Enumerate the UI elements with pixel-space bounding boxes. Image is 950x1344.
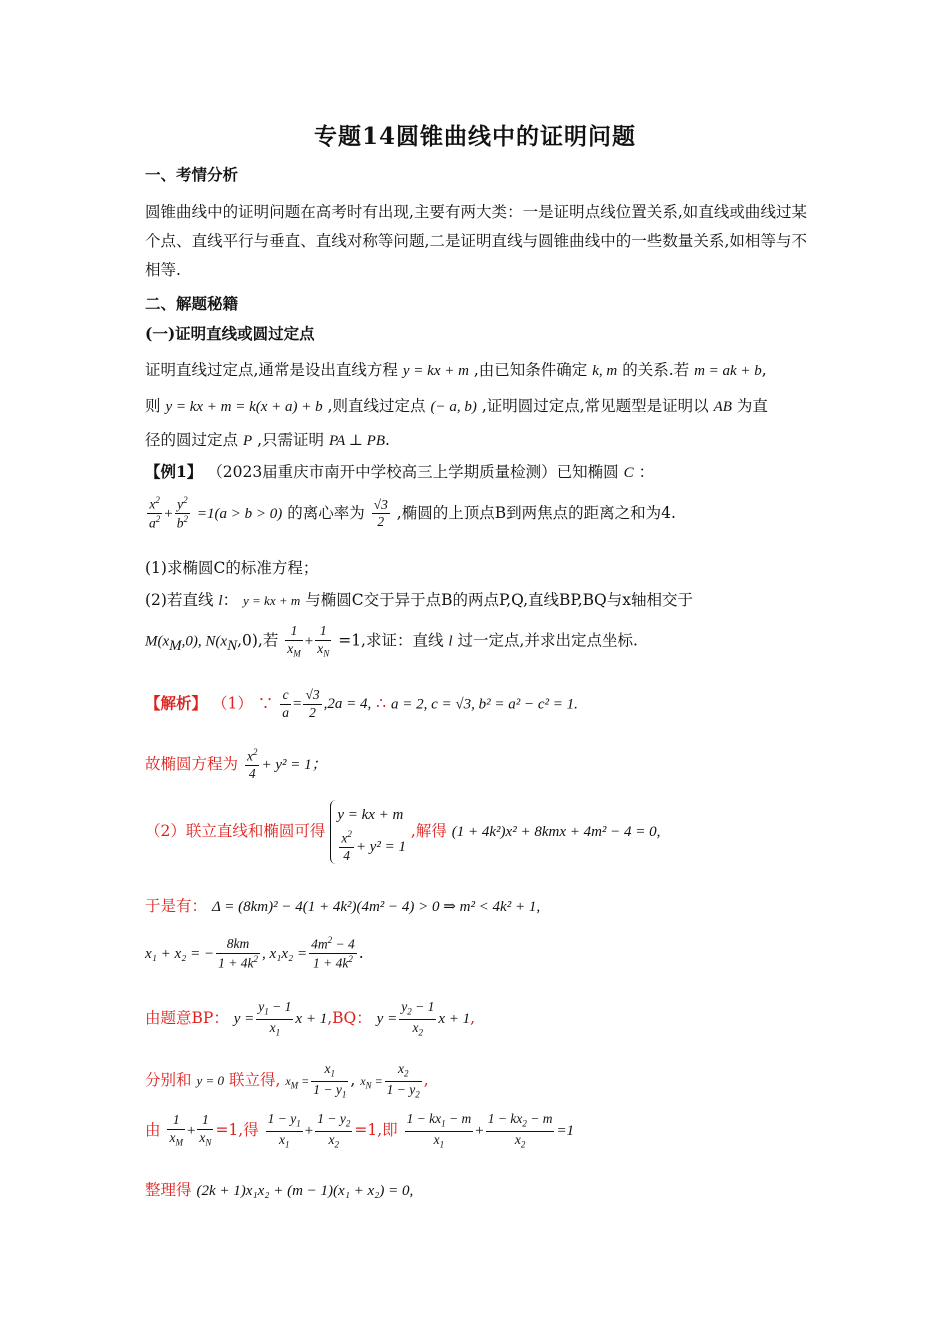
question-1: (1)求椭圆C的标准方程； xyxy=(145,559,319,577)
equation: + y² = 1； xyxy=(261,757,327,774)
fraction-sqrt3-2: $\frac{√3}{2}$ xyxy=(373,496,388,530)
question-2-line-1: (2)若直线 l： y = kx + m 与椭圆C交于异于点B的两点P,Q,直线BP,BQ与x轴相交于 xyxy=(145,591,693,609)
text: （2）联立直线和椭圆可得 xyxy=(145,822,326,841)
fraction-xN: $\frac{x_2}{1 - y_2}$ xyxy=(386,1061,420,1100)
question-2-line-2: $M(x_M,0)$, $N(x_N,0)$,若 $\frac{1}{x_M}$ + $\frac{1}{x_N}$ =1,求证：直线 l 过一定点,并求出定点坐标. xyxy=(145,623,638,659)
page-title: 专题14圆锥曲线中的证明问题 xyxy=(313,123,636,150)
text: （1） xyxy=(211,694,253,713)
fraction-1-y2-x2: $\frac{1 - y_2}{x_2}$ xyxy=(317,1111,351,1150)
equation: ,0), N(x xyxy=(181,633,228,650)
example-header xyxy=(145,460,654,482)
solution-step-2 xyxy=(145,748,327,782)
equation: =1 xyxy=(556,1123,575,1140)
example-ellipse-line: $\frac{x^2}{a^2}$ + $\frac{y^2}{b^2}$ =1(a > b > 0) 的离心率为 $\frac{√3}{2}$ ,椭圆的上顶点B到两焦点的距离之和为4. xyxy=(149,495,676,531)
text: ,证明圆过定点,常见题型是证明以 xyxy=(481,397,709,415)
text: 过一定点,并求出定点坐标. xyxy=(457,631,638,650)
text: 于是有： xyxy=(145,897,208,915)
equation: x₁ + x₂ = − xyxy=(145,945,215,962)
method-line-2 xyxy=(145,394,768,416)
text: 则 xyxy=(145,397,161,415)
text: (2)若直线 xyxy=(145,591,214,609)
text: 的离心率为 xyxy=(287,503,365,522)
fraction-c-a: $\frac{c}{a}$ xyxy=(282,687,289,720)
text: ,解得 xyxy=(410,822,447,841)
solution-step-5: x₁ + x₂ = − $\frac{8km}{1 + 4k^2}$ , x₁x₂ = $\frac{4m^2 - 4}{1 + 4k^2}$ . xyxy=(145,935,364,971)
solution-step-9 xyxy=(145,1178,413,1200)
text: 分别和 xyxy=(145,1071,192,1090)
fraction-kx1: $\frac{1 - kx_1 - m}{x_1}$ xyxy=(406,1111,472,1150)
equation: =1(a > b > 0) xyxy=(196,505,283,522)
text: 由题意BP： xyxy=(145,1009,229,1028)
because-symbol: ∵ xyxy=(257,694,274,713)
method-line-3: 径的圆过定点 P ,只需证明 PA ⊥ PB. xyxy=(145,431,390,449)
equation: AB xyxy=(713,399,732,415)
equation: , x₁x₂ = xyxy=(261,945,308,962)
fraction-x2-a2: $\frac{x^2}{a^2}$ xyxy=(149,495,161,531)
fraction-1-xM: $\frac{1}{x_M}$ xyxy=(287,623,301,659)
equation: a = 2, c = √3, b² = a² − c² = 1. xyxy=(390,696,578,713)
therefore-symbol: ∴ xyxy=(376,694,387,713)
subsection-heading: (一)证明直线或圆过定点 xyxy=(145,324,315,343)
text: 由 xyxy=(145,1121,161,1140)
fraction-1-xN: $\frac{1}{x_N}$ xyxy=(199,1112,212,1148)
fraction-8km: $\frac{8km}{1 + 4k^2}$ xyxy=(218,935,258,971)
equation: y = kx + m = k(x + a) + b xyxy=(165,399,323,415)
fraction-1-xM: $\frac{1}{x_M}$ xyxy=(169,1112,183,1148)
solution-step-3 xyxy=(145,800,660,864)
fraction-sqrt3-2: $\frac{√3}{2}$ xyxy=(305,687,320,720)
fraction-1-xN: $\frac{1}{x_N}$ xyxy=(317,623,330,659)
equation: m = ak + b xyxy=(694,363,762,379)
equation: (− a, b) xyxy=(430,399,477,415)
text: ,则直线过定点 xyxy=(327,397,426,415)
equation: M(x xyxy=(145,633,170,650)
text: =1,即 xyxy=(354,1121,398,1140)
text: 整理得 xyxy=(145,1181,192,1199)
solution-step-1: 【解析】 （1） ∵ $\frac{c}{a}$ = $\frac{√3}{2}$ ,2a = 4, ∴ a = 2, c = √3, b² = a² − c² = 1. xyxy=(145,687,578,720)
text: ,由已知条件确定 xyxy=(473,361,588,379)
solution-label: 【解析】 xyxy=(145,693,208,713)
example-label: 【例1】 xyxy=(145,462,203,481)
text: 联立得, xyxy=(228,1071,281,1090)
equation: (1 + 4k²)x² + 8kmx + 4m² − 4 = 0, xyxy=(451,824,661,841)
text: ,椭圆的上顶点B到两焦点的距离之和为4. xyxy=(396,503,676,522)
equation: P xyxy=(242,433,253,449)
text: 证明直线过定点,通常是设出直线方程 xyxy=(145,361,398,379)
method-line-1: 证明直线过定点,通常是设出直线方程 y = kx + m ,由已知条件确定 k, m 的关系.若 m = ak + b, xyxy=(145,361,767,379)
example-source: （2023届重庆市南开中学校高三上学期质量检测）已知椭圆 xyxy=(207,463,619,481)
equation: y = 0 xyxy=(196,1073,224,1089)
equation: l xyxy=(448,633,453,650)
text: =1,求证：直线 xyxy=(338,631,444,650)
text: 故椭圆方程为 xyxy=(145,755,239,774)
equation: (2k + 1)x₁x₂ + (m − 1)(x₁ + x₂) = 0, xyxy=(196,1183,414,1199)
fraction-4m2-4: $\frac{4m^2 - 4}{1 + 4k^2}$ xyxy=(311,935,355,971)
analysis-paragraph: 圆锥曲线中的证明问题在高考时有出现,主要有两大类：一是证明点线位置关系,如直线或曲线过某个点、直线平行与垂直、直线对称等问题,二是证明直线与圆锥曲线中的一些数量关系,如相等与不相等. xyxy=(145,203,807,279)
solution-step-4 xyxy=(145,894,540,916)
fraction-y1-1-x1: $\frac{y_1 - 1}{x_1}$ xyxy=(258,999,292,1038)
text: ,0),若 xyxy=(237,631,279,650)
solution-step-6: 由题意BP： y = $\frac{y_1 - 1}{x_1}$ x + 1,BQ： y = $\frac{y_2 - 1}{x_2}$ x + 1, xyxy=(145,999,476,1038)
equation: y = kx + m xyxy=(243,593,301,608)
equation: y = kx + m xyxy=(337,807,404,823)
text: 为直 xyxy=(736,397,768,415)
text: 的关系.若 xyxy=(622,361,690,379)
fraction-x2-4: $\frac{x^2}{4}$ xyxy=(246,747,258,782)
text: ,只需证明 xyxy=(257,431,324,449)
section-heading-methods: 二、解题秘籍 xyxy=(145,294,239,313)
text: ： xyxy=(638,463,655,481)
fraction-y2-b2: $\frac{y^2}{b^2}$ xyxy=(176,495,188,531)
text: 径的圆过定点 xyxy=(145,431,239,449)
equation: C xyxy=(623,465,634,481)
fraction-xM: $\frac{x_1}{1 - y_1}$ xyxy=(313,1061,347,1100)
text: ,BQ： xyxy=(327,1009,372,1028)
solution-step-8: 由 $\frac{1}{x_M}$ + $\frac{1}{x_N}$ =1,得 $\frac{1 - y_1}{x_1}$ + $\frac{1 - y_2}{x_2}$ =1,即 $\frac{1 - kx_1 - m}{x_1}$ + $\frac{1 - kx_2 - m}{x_2}$ =1 xyxy=(145,1111,575,1150)
equation: + y² = 1 xyxy=(355,839,406,856)
fraction-1-y1-x1: $\frac{1 - y_1}{x_1}$ xyxy=(267,1111,301,1150)
section-heading-analysis: 一、考情分析 xyxy=(145,165,239,184)
equation: Δ = (8km)² − 4(1 + 4k²)(4m² − 4) > 0 ⇒ m² < 4k² + 1, xyxy=(211,899,541,915)
text: 与椭圆C交于异于点B的两点P,Q,直线BP,BQ与x轴相交于 xyxy=(305,591,693,609)
fraction-kx2: $\frac{1 - kx_2 - m}{x_2}$ xyxy=(487,1111,553,1150)
text: =1,得 xyxy=(215,1121,259,1140)
fraction-y2-1-x2: $\frac{y_2 - 1}{x_2}$ xyxy=(401,999,435,1038)
equation: k, m xyxy=(592,363,618,379)
equation: l xyxy=(218,593,223,609)
solution-step-7: 分别和 y = 0 联立得, $x_M$ = $\frac{x_1}{1 - y_1}$ , $x_N$ = $\frac{x_2}{1 - y_2}$ , xyxy=(145,1061,429,1100)
fraction-x2-4: $\frac{x^2}{4}$ xyxy=(341,829,352,864)
equation: ,2a = 4, xyxy=(323,696,372,713)
equation-system xyxy=(330,800,406,864)
equation: PA ⊥ PB xyxy=(328,433,385,449)
equation: y = kx + m xyxy=(402,363,469,379)
